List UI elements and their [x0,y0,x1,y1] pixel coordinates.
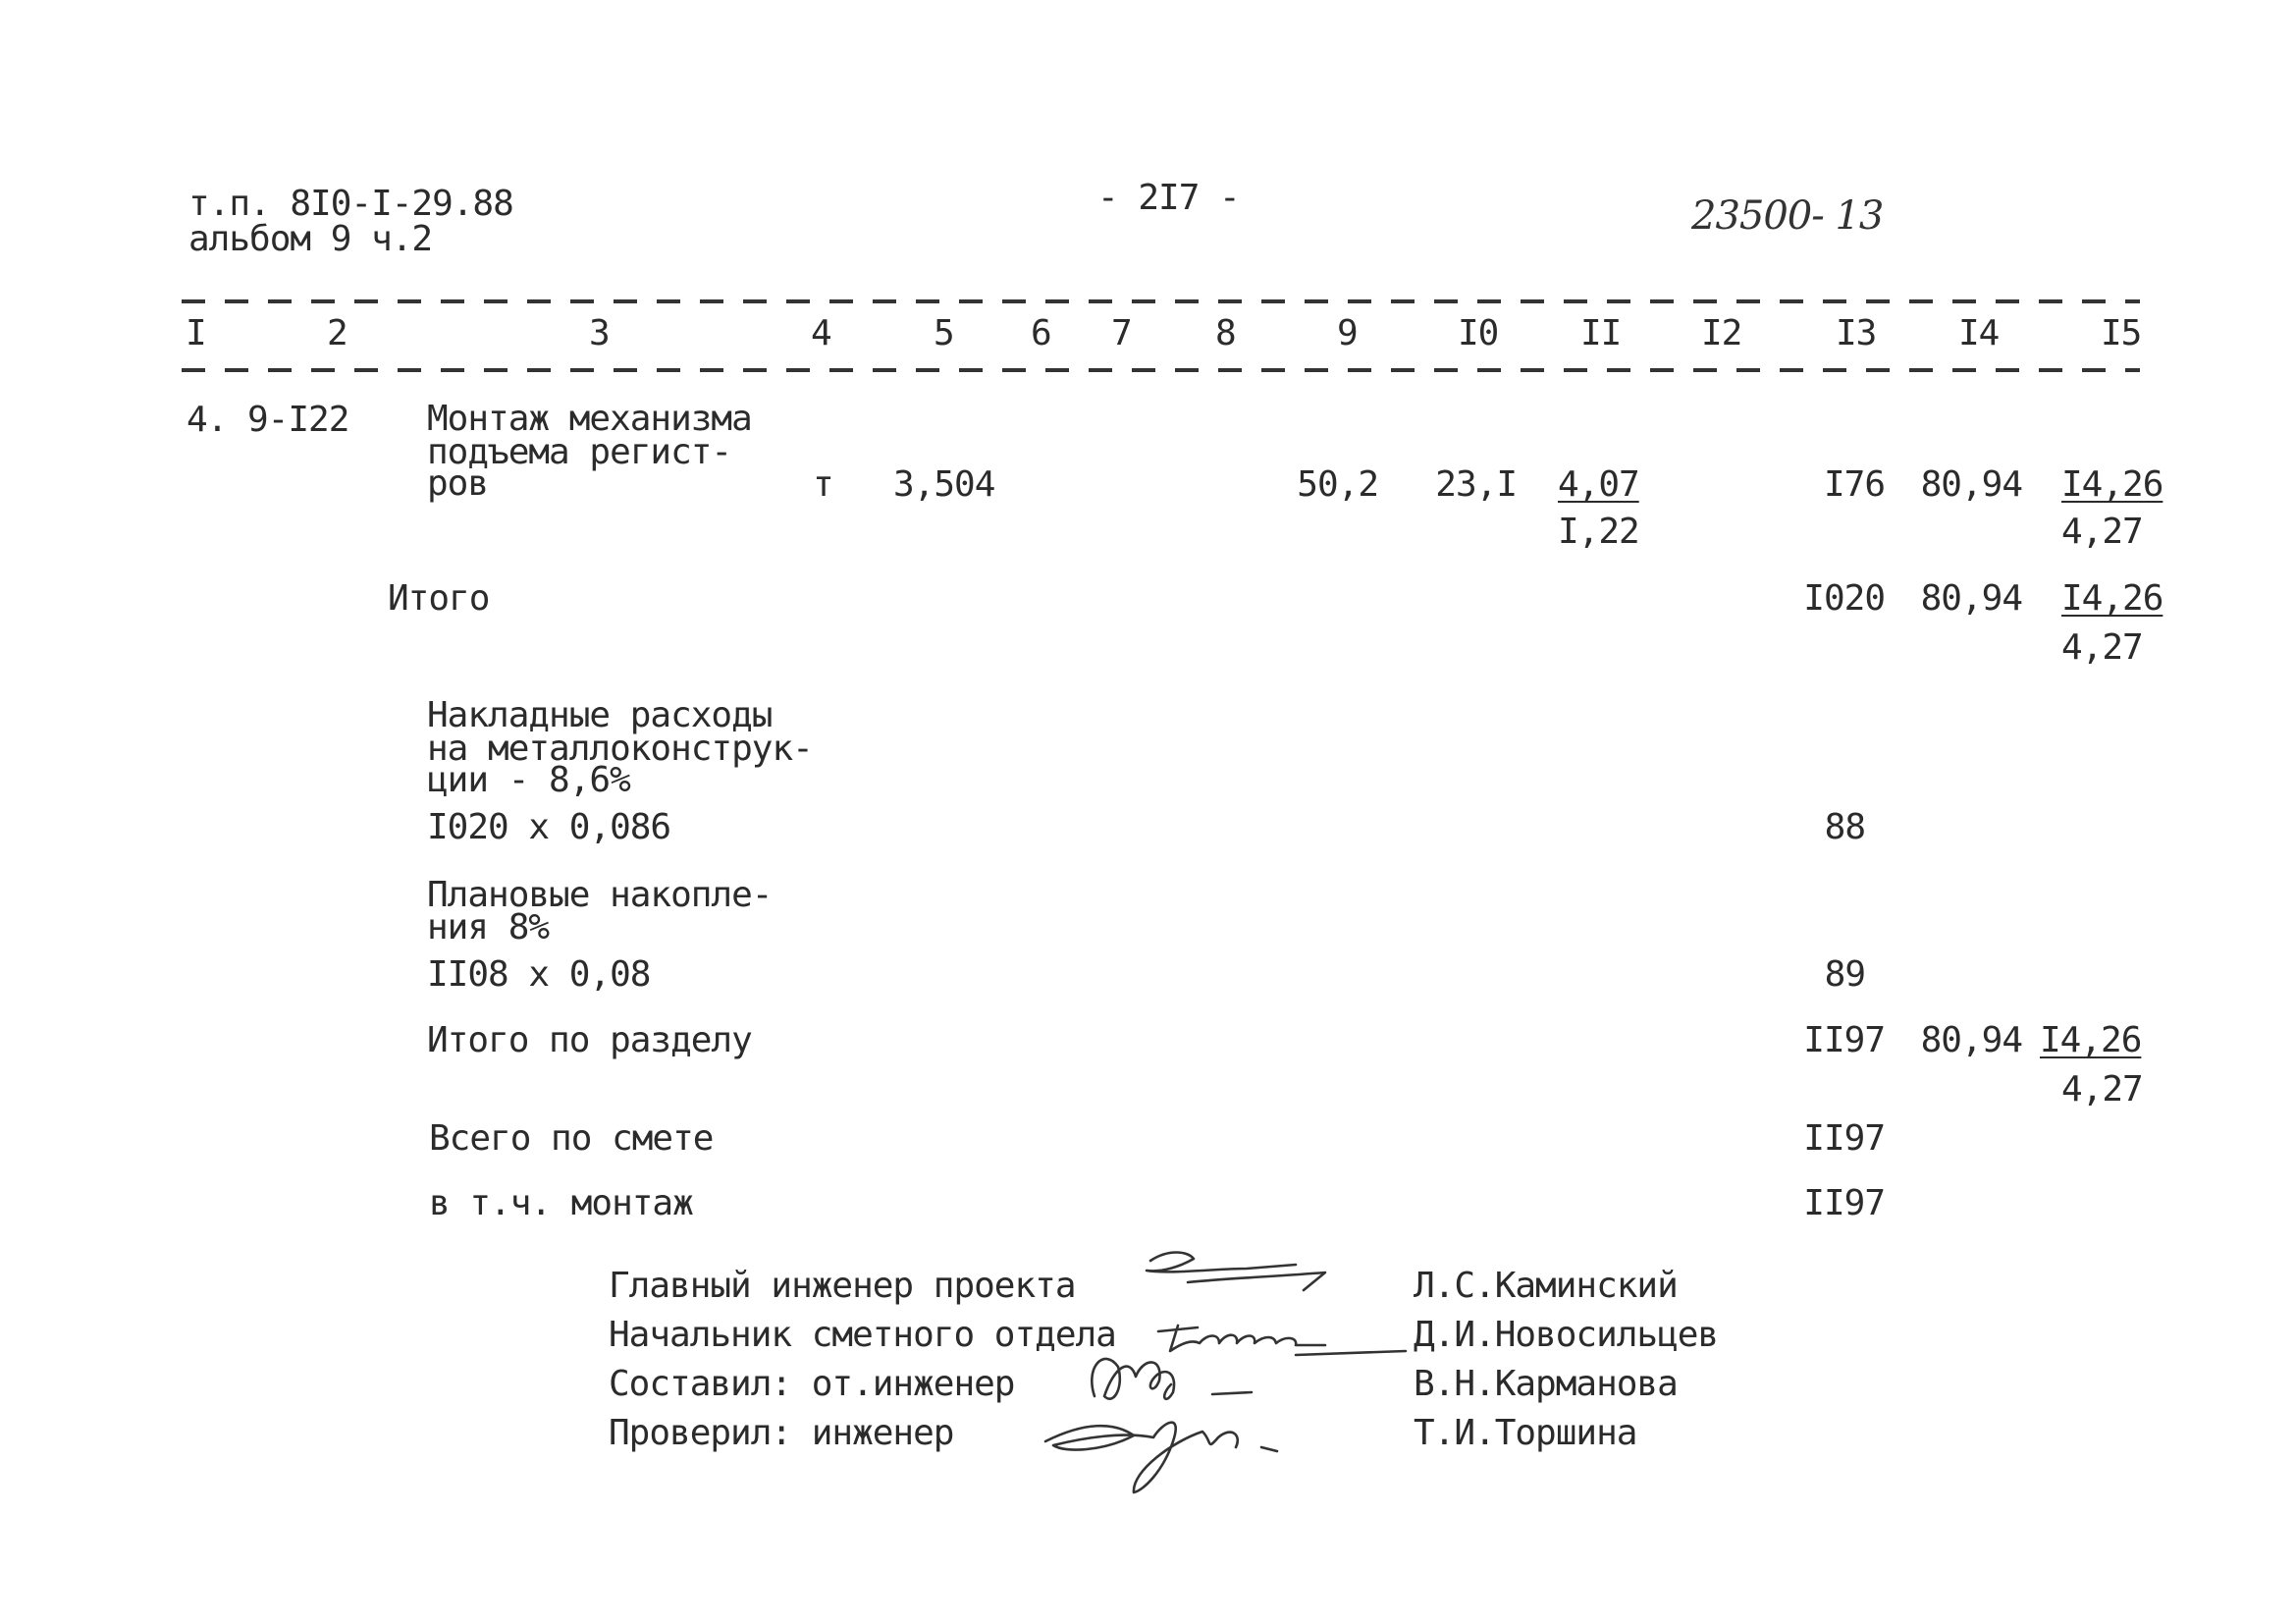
item-unit: т [813,464,833,505]
subtotal-col-13: I020 [1803,578,1885,619]
item-col-15-bottom: 4,27 [2061,512,2143,552]
column-header-6: 6 [1031,313,1051,353]
item-code: 9-I22 [247,400,349,440]
savings-label-line-1: Плановые накопле- [427,875,773,915]
item-col-10: 23,I [1435,464,1517,505]
savings-formula: II08 x 0,08 [427,954,651,995]
item-number: 4. [187,400,228,440]
item-col-13: I76 [1823,464,1885,505]
subtotal-col-15-bottom: 4,27 [2061,627,2143,668]
subtotal-label: Итого [388,578,490,619]
including-label: в т.ч. монтаж [429,1183,693,1223]
overhead-label-line-2: на металлоконструк- [427,729,813,769]
item-col-14: 80,94 [1920,464,2022,505]
signature-role-4: Проверил: инженер [609,1413,954,1453]
item-col-11-bottom: I,22 [1558,512,1639,552]
column-header-14: I4 [1958,313,2000,353]
item-col-11-top: 4,07 [1558,464,1639,505]
signature-name-3: В.Н.Карманова [1414,1364,1678,1404]
savings-label-line-2: ния 8% [427,907,550,947]
column-header-7: 7 [1111,313,1132,353]
grand-total-col-13: II97 [1803,1118,1885,1159]
overhead-label-line-3: ции - 8,6% [427,760,630,800]
column-header-1: I [186,313,206,353]
subtotal-col-15-top: I4,26 [2061,578,2163,619]
section-total-col-14: 80,94 [1920,1020,2022,1060]
item-quantity: 3,504 [893,464,995,505]
column-header-9: 9 [1337,313,1358,353]
overhead-label-line-1: Накладные расходы [427,695,773,735]
signature-name-1: Л.С.Каминский [1414,1266,1678,1306]
section-total-label: Итого по разделу [427,1020,752,1060]
column-header-4: 4 [811,313,831,353]
column-header-3: 3 [589,313,610,353]
item-name-line-3: ров [427,463,489,504]
overhead-formula: I020 x 0,086 [427,807,671,847]
column-header-2: 2 [327,313,347,353]
item-name-line-1: Монтаж механизма [427,399,752,439]
column-header-12: I2 [1701,313,1742,353]
signature-name-4: Т.И.Торшина [1414,1413,1637,1453]
column-header-13: I3 [1836,313,1877,353]
header-top-rule [182,299,2140,303]
section-total-col-15-bottom: 4,27 [2061,1069,2143,1110]
page-number: - 2I7 - [1097,178,1240,218]
section-total-col-15-top: I4,26 [2040,1020,2142,1060]
album-label: альбом 9 ч.2 [188,219,433,259]
column-header-5: 5 [934,313,954,353]
subtotal-col-14: 80,94 [1920,578,2022,619]
including-col-13: II97 [1803,1183,1885,1223]
savings-col-13: 89 [1824,954,1865,995]
column-header-11: II [1580,313,1622,353]
item-col-9: 50,2 [1297,464,1378,505]
signature-mark-chief-engineer [1129,1239,1345,1308]
column-header-8: 8 [1215,313,1236,353]
signature-role-1: Главный инженер проекта [609,1266,1076,1306]
overhead-col-13: 88 [1824,807,1865,847]
header-bottom-rule [182,368,2140,372]
item-name-line-2: подъема регист- [427,432,732,472]
handwritten-code: 23500- 13 [1691,193,1884,239]
column-header-15: I5 [2101,313,2142,353]
grand-total-label: Всего по смете [429,1118,714,1159]
section-total-col-13: II97 [1803,1020,1885,1060]
doc-reference: т.п. 8I0-I-29.88 [188,184,513,224]
signature-mark-reviewer [1026,1382,1320,1500]
item-col-15-top: I4,26 [2061,464,2163,505]
signature-role-3: Составил: от.инженер [609,1364,1015,1404]
signature-role-2: Начальник сметного отдела [609,1315,1116,1355]
column-header-10: I0 [1458,313,1499,353]
signature-name-2: Д.И.Новосильцев [1414,1315,1719,1355]
